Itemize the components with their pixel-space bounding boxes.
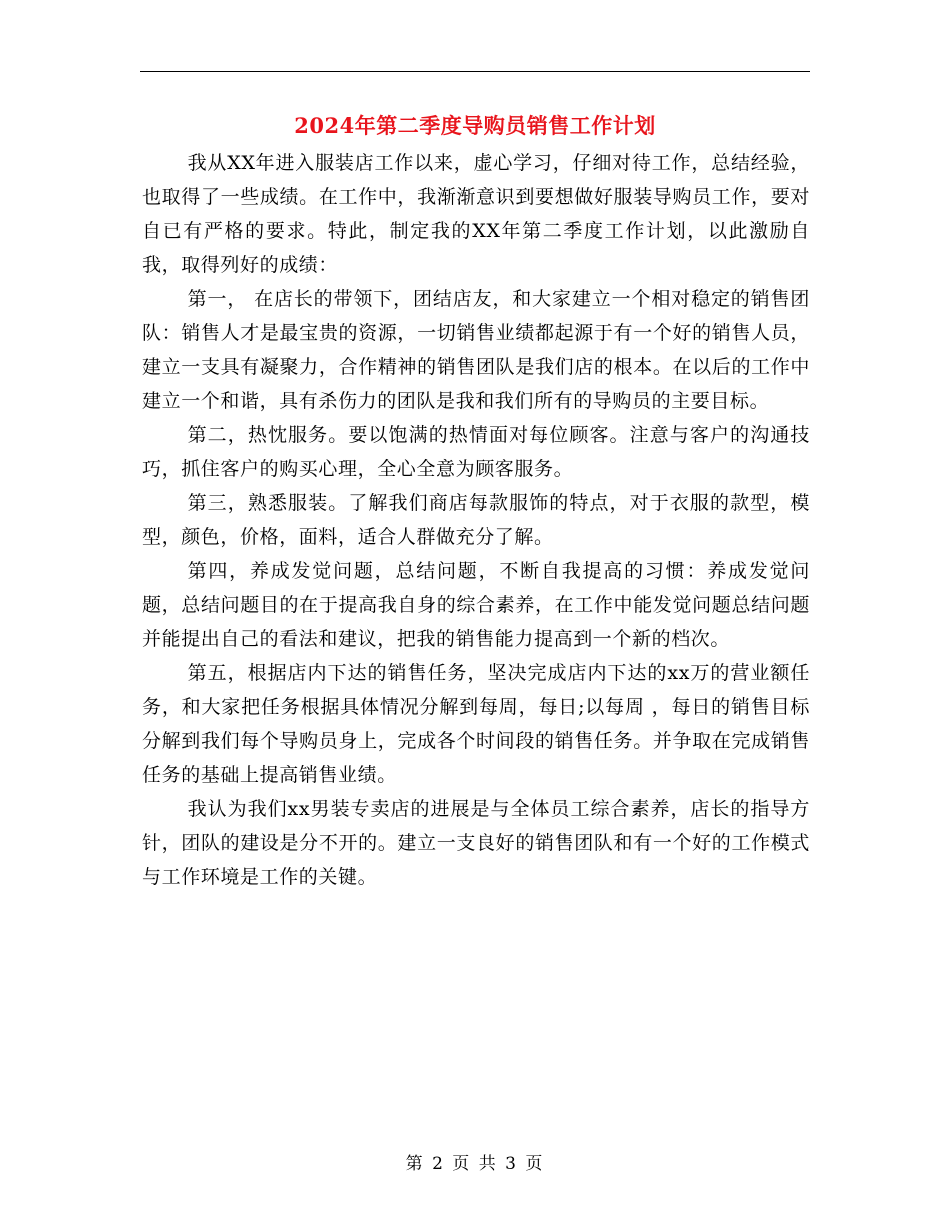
- document-body: [142, 146, 810, 894]
- paragraph-intro: 我从XX年进入服装店工作以来，虚心学习，仔细对待工作，总结经验，也取得了一些成绩。在工作中，我渐渐意识到要想做好服装导购员工作，要对自已有严格的要求。特此，制定我的XX年第二季度工作计划，以此激励自我，取得列好的成绩：: [142, 152, 810, 276]
- paragraph-conclusion: 我认为我们xx男装专卖店的进展是与全体员工综合素养，店长的指导方针，团队的建设是分不开的。建立一支良好的销售团队和有一个好的工作模式与工作环境是工作的关键。: [142, 798, 810, 888]
- paragraph-third-point: 第三，熟悉服装。了解我们商店每款服饰的特点，对于衣服的款型，模型，颜色，价格，面料，适合人群做充分了解。: [142, 492, 810, 548]
- paragraph-second-point: 第二，热忱服务。要以饱满的热情面对每位顾客。注意与客户的沟通技巧，抓住客户的购买心理，全心全意为顾客服务。: [142, 424, 810, 480]
- header-rule: [140, 71, 810, 72]
- paragraph-fourth-point: 第四，养成发觉问题，总结问题，不断自我提高的习惯：养成发觉问题，总结问题目的在于提高我自身的综合素养，在工作中能发觉问题总结问题并能提出自己的看法和建议，把我的销售能力提高到一个新的档次。: [142, 560, 810, 650]
- page-number: 第 2 页 共 3 页: [405, 1154, 545, 1174]
- paragraph-first-point: 第一， 在店长的带领下，团结店友，和大家建立一个相对稳定的销售团队：销售人才是最宝贵的资源，一切销售业绩都起源于有一个好的销售人员，建立一支具有凝聚力，合作精神的销售团队是我们店的根本。在以后的工作中建立一个和谐，具有杀伤力的团队是我和我们所有的导购员的主要目标。: [142, 288, 810, 412]
- document-title: 2024年第二季度导购员销售工作计划: [294, 113, 656, 138]
- paragraph-fifth-point: 第五，根据店内下达的销售任务，坚决完成店内下达的xx万的营业额任务，和大家把任务根据具体情况分解到每周，每日;以每周 ，每日的销售目标分解到我们每个导购员身上，完成各个时间段的销售任务。并争取在完成销售任务的基础上提高销售业绩。: [142, 662, 810, 786]
